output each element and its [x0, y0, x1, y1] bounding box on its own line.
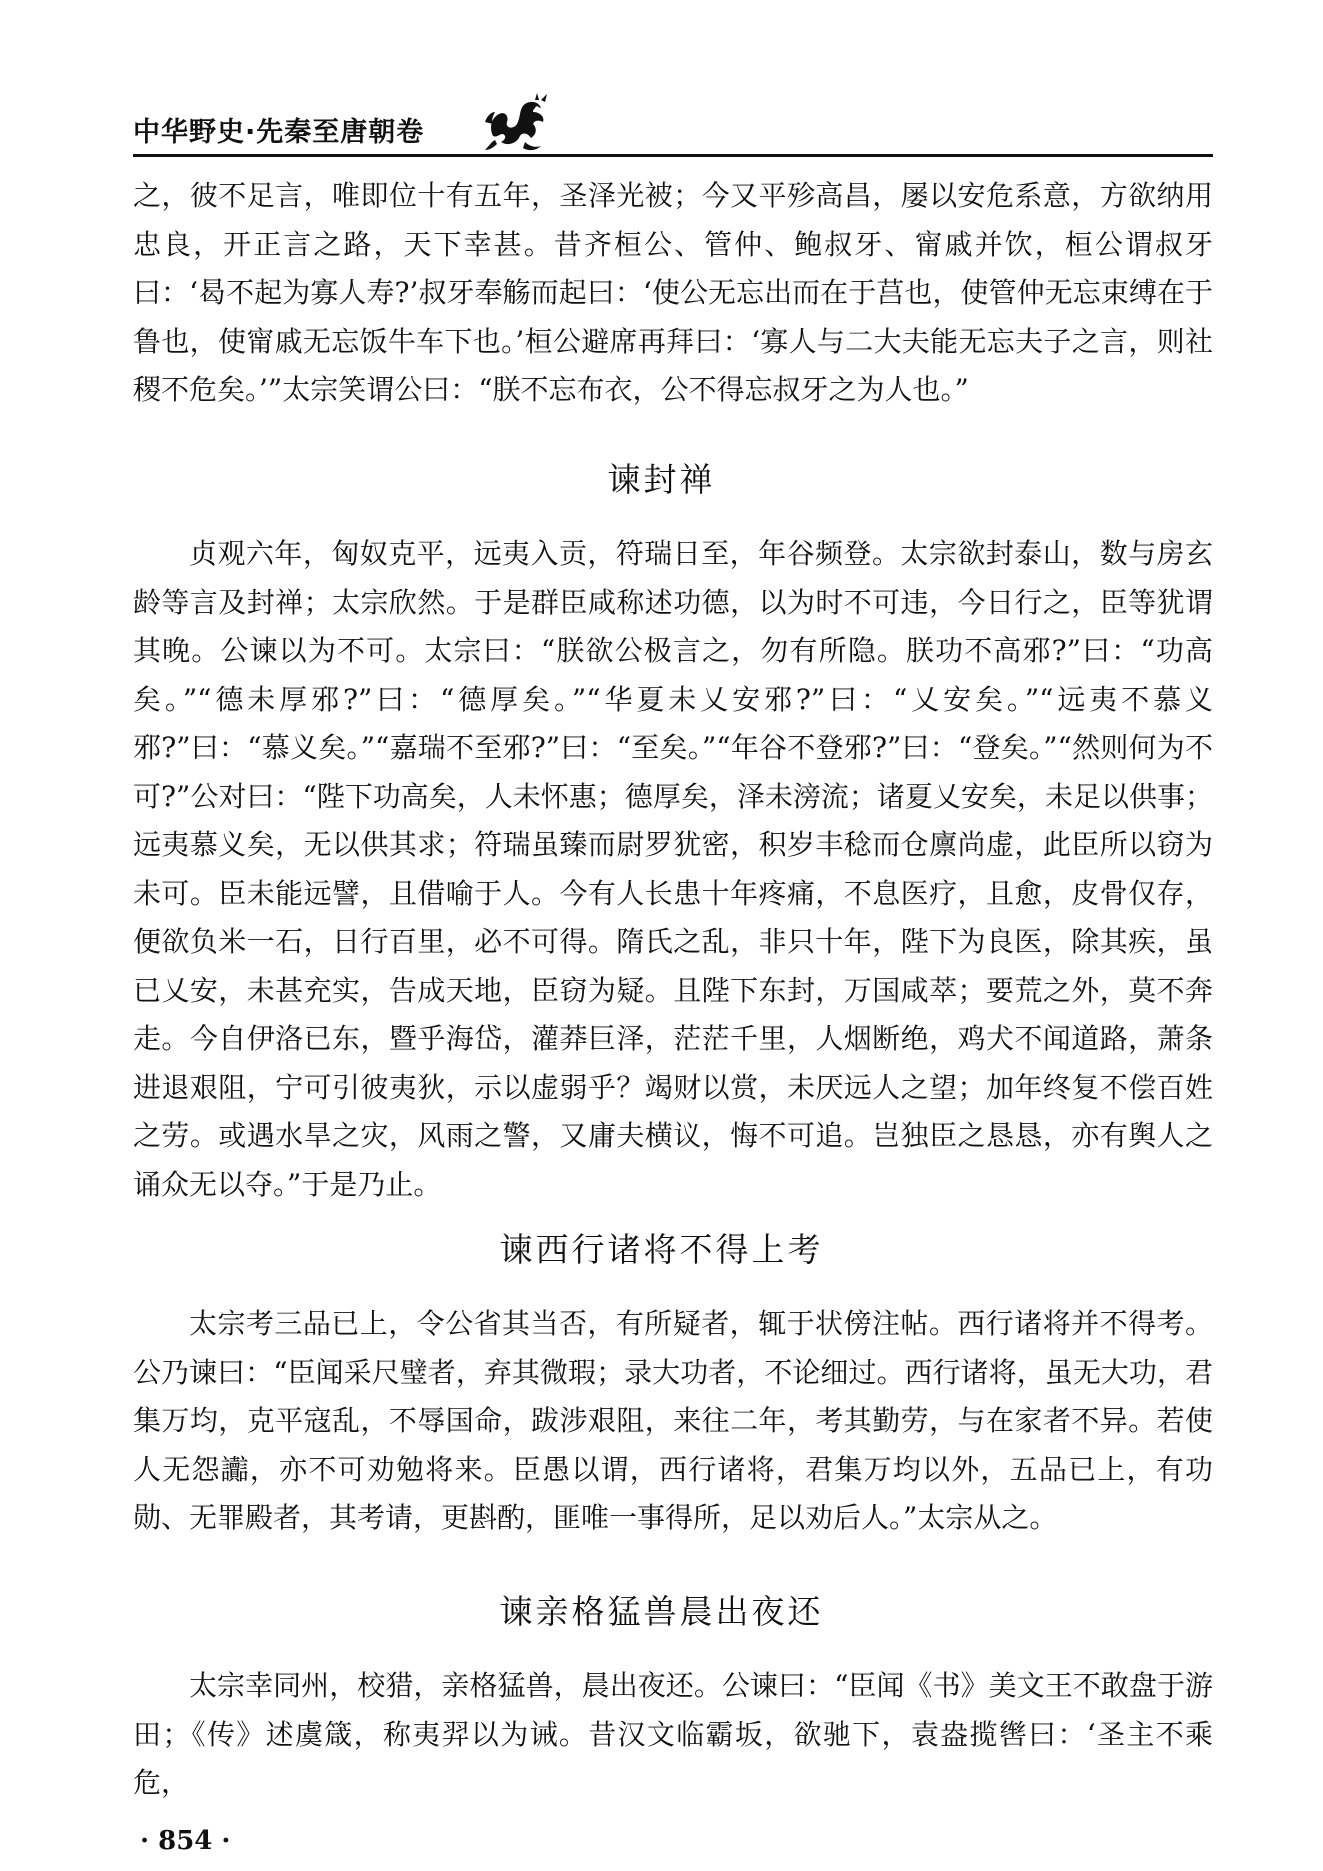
- dragon-emblem-icon: [479, 92, 557, 154]
- section-heading-hunting: 谏亲格猛兽晨出夜还: [499, 1592, 824, 1631]
- section-heading-west-generals: 谏西行诸将不得上考: [499, 1230, 824, 1269]
- paragraph-continued: 之，彼不足言，唯即位十有五年，圣泽光被；今又平殄高昌，屡以安危系意，方欲纳用忠良，开正言之路，天下幸甚。昔齐桓公、管仲、鲍叔牙、甯戚并饮，桓公谓叔牙曰：‘曷不起为寡人寿?’叔牙奉觞而起曰：‘使公无忘出而在于莒也，使管仲无忘束缚在于鲁也，使甯戚无忘饭牛车下也。’桓公避席再拜曰：‘寡人与二大夫能无忘夫子之言，则社稷不危矣。’”太宗笑谓公曰：“朕不忘布衣，公不得忘叔牙之为人也。”: [133, 179, 1213, 406]
- paragraph-feng-shan: 贞观六年，匈奴克平，远夷入贡，符瑞日至，年谷频登。太宗欲封泰山，数与房玄龄等言及封禅；太宗欣然。于是群臣咸称述功德，以为时不可违，今日行之，臣等犹谓其晚。公谏以为不可。太宗曰：“朕欲公极言之，勿有所隐。朕功不高邪?”曰：“功高矣。”“德未厚邪?”曰：“德厚矣。”“华夏未乂安邪?”曰：“乂安矣。”“远夷不慕义邪?”曰：“慕义矣。”“嘉瑞不至邪?”曰：“至矣。”“年谷不登邪?”曰：“登矣。”“然则何为不可?”公对曰：“陛下功高矣，人未怀惠；德厚矣，泽未滂流；诸夏乂安矣，未足以供事；远夷慕义矣，无以供其求；符瑞虽臻而尉罗犹密，积岁丰稔而仓廪尚虚，此臣所以窃为未可。臣未能远譬，且借喻于人。今有人长患十年疼痛，不息医疗，且愈，皮骨仅存，便欲负米一石，日行百里，必不可得。隋氏之乱，非只十年，陛下为良医，除其疾，虽已乂安，未甚充实，告成天地，臣窃为疑。且陛下东封，万国咸萃；要荒之外，莫不奔走。今自伊洛已东，暨乎海岱，灌莽巨泽，茫茫千里，人烟断绝，鸡犬不闻道路，萧条进退艰阻，宁可引彼夷狄，示以虚弱乎？竭财以赏，未厌远人之望；加年终复不偿百姓之劳。或遇水旱之灾，风雨之警，又庸夫横议，悔不可追。岂独臣之恳恳，亦有舆人之诵众无以夺。”于是乃止。: [133, 537, 1213, 1201]
- book-title: 中华野史·先秦至唐朝卷: [133, 117, 425, 148]
- page-number: · 854 ·: [140, 1826, 231, 1856]
- section-heading-feng-shan: 谏封禅: [607, 460, 716, 499]
- running-header: [133, 92, 1213, 162]
- paragraph-hunting: 太宗幸同州，校猎，亲格猛兽，晨出夜还。公谏曰：“臣闻《书》美文王不敢盘于游田；《传》述虞箴，称夷羿以为诫。昔汉文临霸坂，欲驰下，袁盎揽辔曰：‘圣主不乘危，: [133, 1669, 1213, 1799]
- paragraph-west-generals: 太宗考三品已上，令公省其当否，有所疑者，辄于状傍注帖。西行诸将并不得考。公乃谏曰：“臣闻采尺璧者，弃其微瑕；录大功者，不论细过。西行诸将，虽无大功，君集万均，克平寇乱，不辱国命，跋涉艰阻，来往二年，考其勤劳，与在家者不异。若使人无怨讟，亦不可劝勉将来。臣愚以谓，西行诸将，君集万均以外，五品已上，有功勋、无罪殿者，其考请，更斟酌，匪唯一事得所，足以劝后人。”太宗从之。: [133, 1307, 1213, 1534]
- header-rule: [133, 154, 1213, 157]
